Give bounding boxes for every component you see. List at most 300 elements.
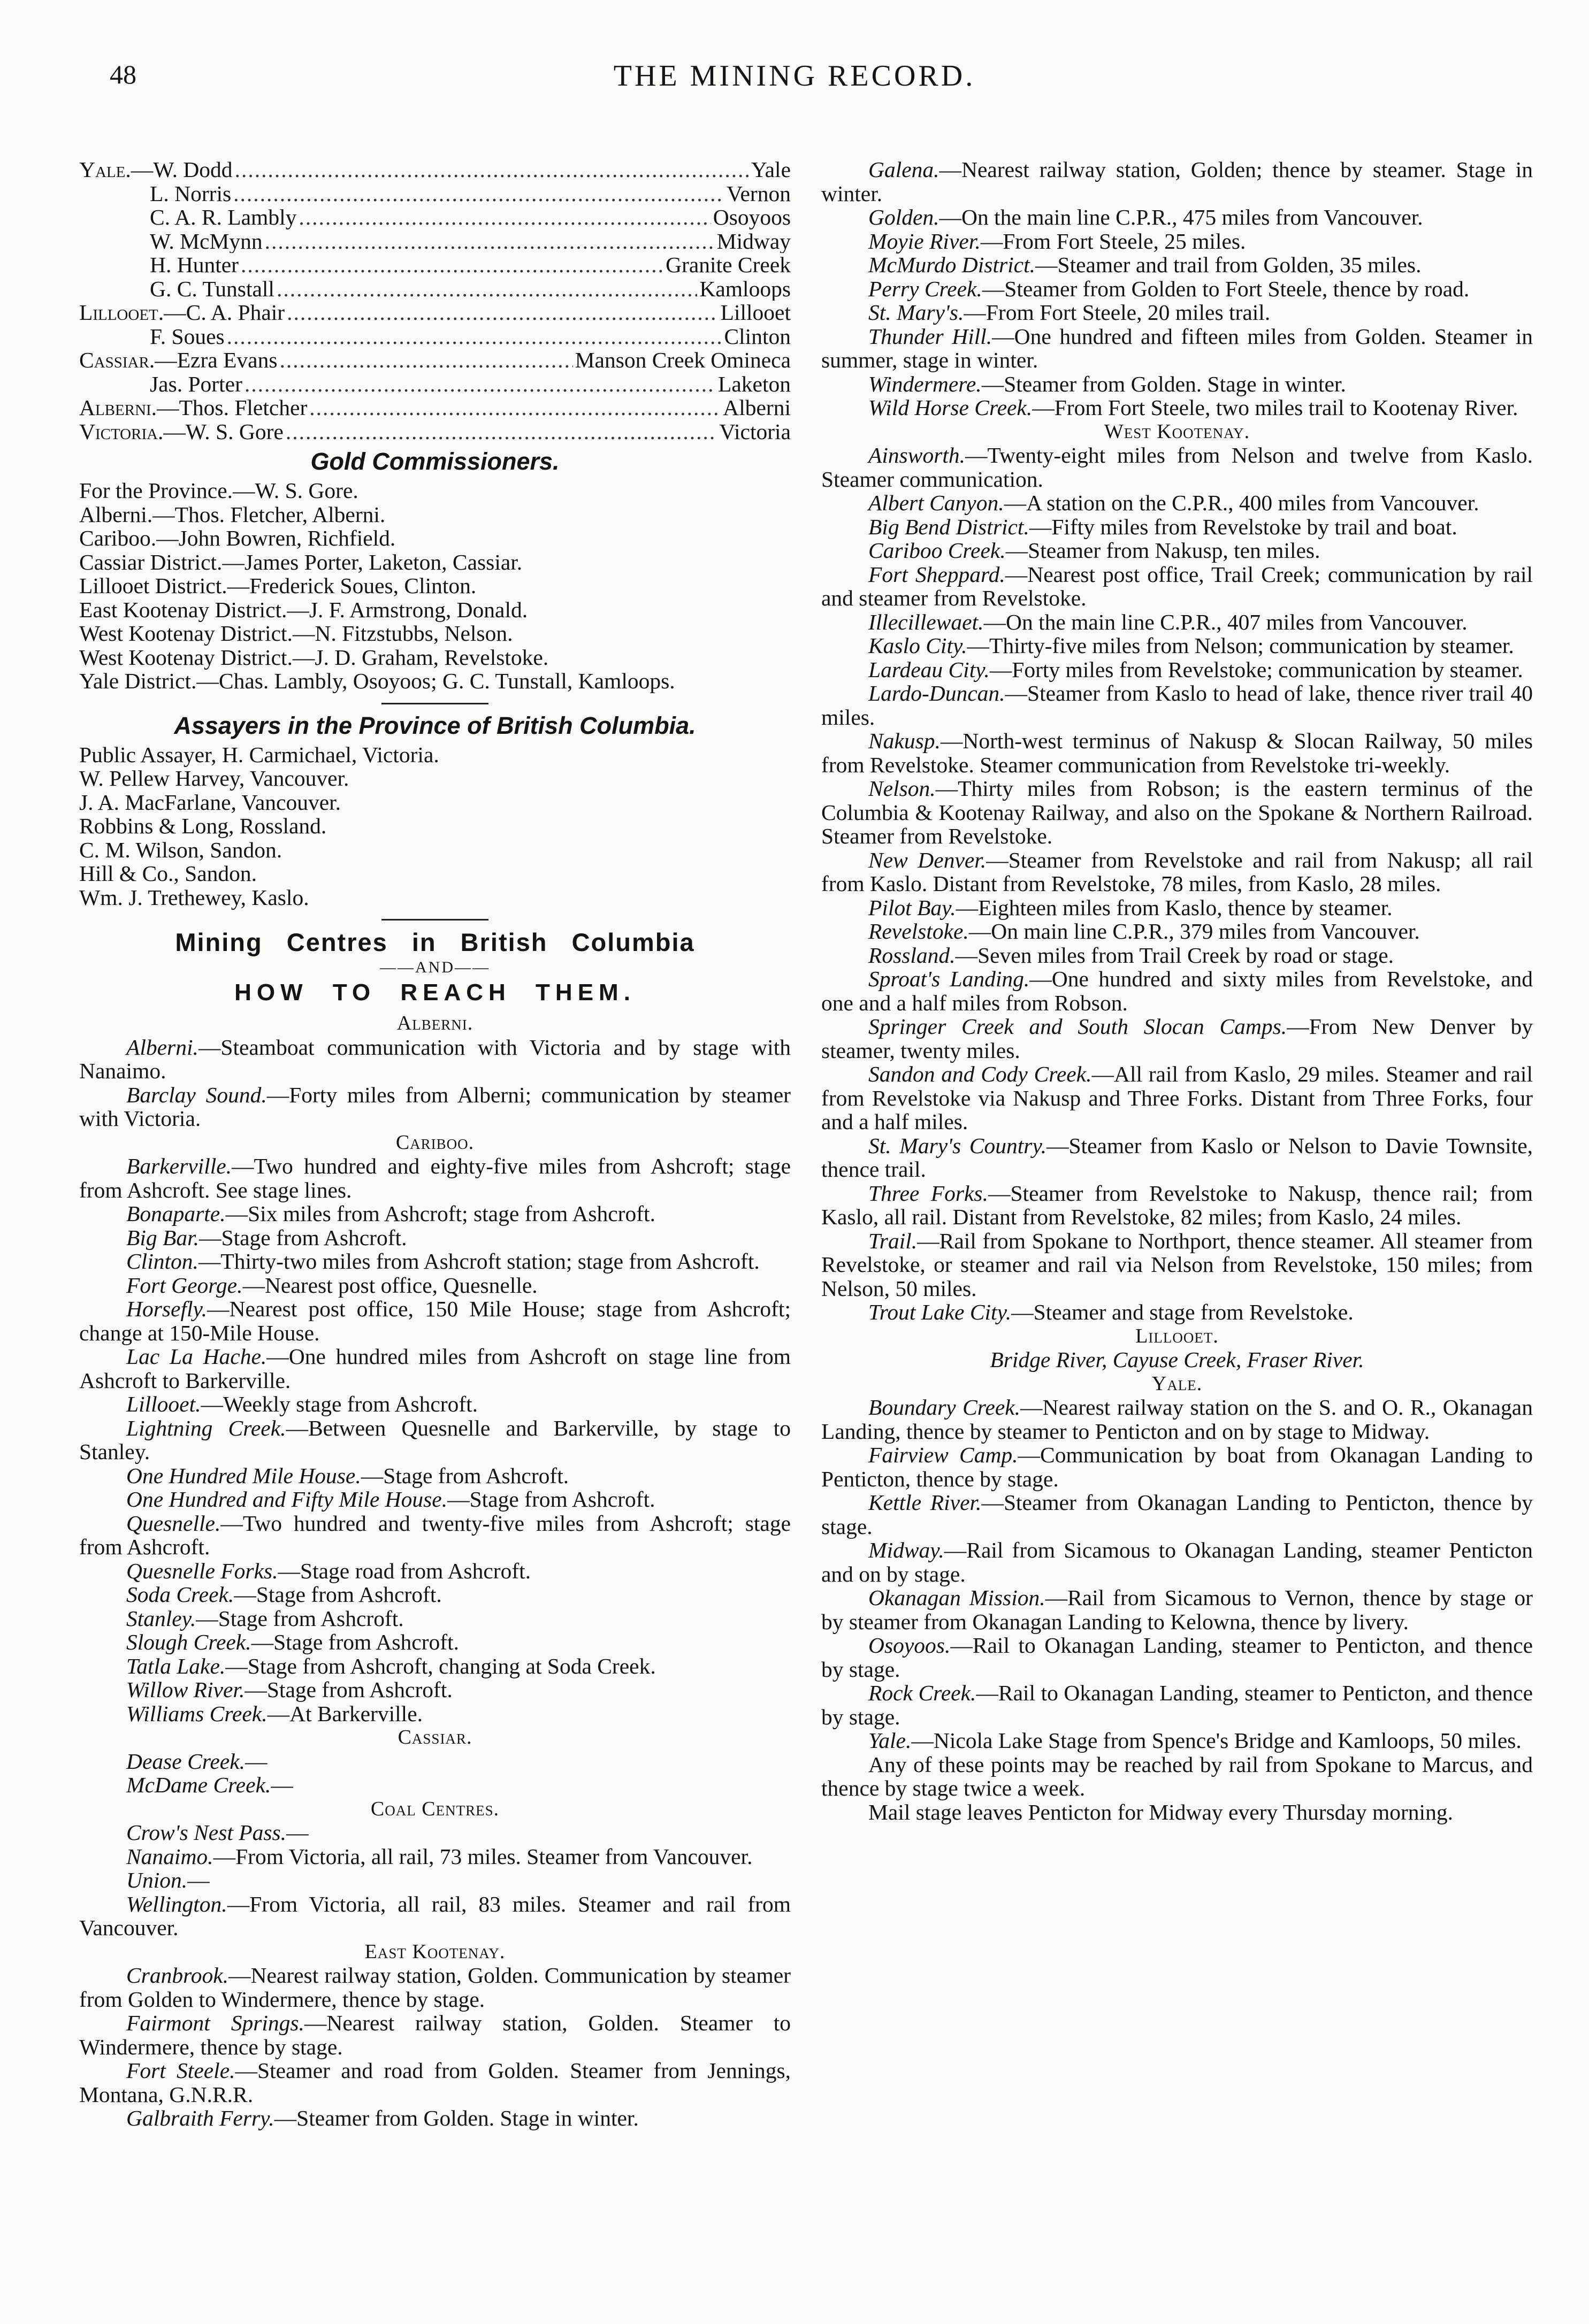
route-text: —A station on the C.P.R., 400 miles from Vancouver. [1004,490,1479,515]
route-place: Lac La Hache. [126,1344,267,1369]
route-text: —Rail from Sicamous to Vernon, thence by stage or by steamer from Okanagan Landing to Kelowna, thence by livery. [821,1585,1533,1634]
route-entry [79,1654,791,1678]
route-place: Golden. [868,205,939,229]
route-text: —All rail from Kaslo, 29 miles. Steamer and rail from Revelstoke via Nakusp and Three Forks. Distant from Three Forks, four and a half miles. [821,1062,1533,1134]
route-place: Galena. [868,157,939,182]
route-place: Perry Creek. [868,276,982,301]
publication-title: THE MINING RECORD. [613,59,976,93]
recorder-row [79,396,791,420]
dot-leader [265,229,715,254]
route-text: —From Victoria, all rail, 83 miles. Steamer and rail from Vancouver. [79,1891,791,1940]
recorder-place: Lillooet [720,301,791,325]
route-place: Thunder Hill. [868,324,992,349]
route-entry [821,1491,1533,1538]
route-entry [821,158,1533,205]
route-place: Pilot Bay. [868,895,956,920]
right-route-sections [821,158,1533,1753]
recorder-place: Midway [716,229,791,253]
section-divider [381,919,488,921]
route-entry [821,277,1533,301]
route-text: —One hundred and fifteen miles from Golden. Steamer in summer, stage in winter. [821,324,1533,372]
route-text: —On the main line C.P.R., 475 miles from Vancouver. [939,205,1423,229]
assayer-line: Hill & Co., Sandon. [79,861,257,886]
route-entry [821,729,1533,777]
route-entry [821,491,1533,515]
route-entry [821,1300,1533,1324]
route-text: —Nearest railway station, Golden. Steamer to Windermere, thence by stage. [79,2011,791,2059]
route-text: —Between Quesnelle and Barkerville, by stage to Stanley. [79,1415,791,1464]
recorder-row [79,277,791,301]
recorder-place: Vernon [727,181,791,205]
route-place: Horsefly. [126,1297,208,1321]
dot-leader [227,325,722,349]
route-place: Dease Creek. [126,1748,246,1774]
route-entry [821,301,1533,325]
route-place: Albert Canyon. [868,490,1004,515]
assayer-line: W. Pellew Harvey, Vancouver. [79,766,349,791]
route-text: —Nearest railway station on the S. and O. R., Okanagan Landing, thence by steamer to Penticton and on by stage to Midway. [821,1395,1533,1444]
route-place: Kettle River. [868,1490,982,1515]
route-entry [79,1487,791,1512]
assayers-heading: Assayers in the Province of British Columbia. [174,711,696,739]
route-place: Okanagan Mission. [868,1585,1045,1610]
recorder-name: —W. S. Gore [163,419,284,443]
route-place: St. Mary's Country. [868,1133,1046,1158]
route-text: —Nearest railway station, Golden; thence by steamer. Stage in winter. [821,157,1533,206]
route-text: — [271,1773,293,1797]
recorder-place: Alberni [723,396,791,420]
route-entry [79,1630,791,1654]
section-divider [381,703,488,704]
recorder-place: Clinton [724,324,791,348]
route-place: Fort George. [126,1272,243,1298]
route-place: Trail. [868,1228,918,1253]
recorder-name: C. A. R. Lambly [150,205,297,229]
route-text: —Nearest post office, Trail Creek; communication by rail and steamer from Revelstoke. [821,562,1533,610]
route-entry [821,1395,1533,1443]
route-place: Williams Creek. [126,1701,268,1726]
recorder-name: W. McMynn [150,229,263,253]
recorder-place: Yale [751,158,791,182]
route-entry [821,944,1533,968]
recorder-district: Victoria. [79,419,164,443]
route-text: —Stage from Ashcroft. [196,1606,404,1631]
mining-recorders-list [79,158,791,443]
left-route-sections [79,1011,791,2130]
route-text: —On main line C.P.R., 379 miles from Vancouver. [968,919,1420,944]
recorder-row [79,301,791,325]
route-place: Windermere. [868,371,982,396]
route-place: One Hundred Mile House. [126,1463,361,1488]
dot-leader [280,348,573,372]
route-place: Yale. [868,1728,912,1753]
route-text: —From Fort Steele, 25 miles. [980,228,1246,254]
region-heading: Alberni. [396,1012,473,1034]
route-text: —Steamer and road from Golden. Steamer from Jennings, Montana, G.N.R.R. [79,2058,791,2107]
route-text: —Stage from Ashcroft. [245,1677,453,1702]
recorder-name: Jas. Porter [150,372,242,396]
commissioner-line: West Kootenay District.—N. Fitzstubbs, Nelson. [79,621,513,646]
route-text: —Nearest post office, Quesnelle. [242,1272,538,1298]
route-entry [79,1559,791,1583]
commissioner-line: Yale District.—Chas. Lambly, Osoyoos; G. C. Tunstall, Kamloops. [79,669,675,693]
dot-leader [277,277,697,301]
route-entry [821,1633,1533,1681]
route-text: —Twenty-eight miles from Nelson and twelve from Kaslo. Steamer communication. [821,443,1533,492]
left-column [79,158,791,2130]
closing-note: Any of these points may be reached by rail from Spokane to Marcus, and thence by stage twice a week. [821,1752,1533,1800]
recorder-name: F. Soues [150,324,225,348]
route-place: Willow River. [126,1677,245,1702]
commissioner-line: Lillooet District.—Frederick Soues, Clinton. [79,573,477,598]
region-heading: Cassiar. [398,1726,472,1748]
route-text: —At Barkerville. [267,1701,423,1726]
closing-notes [821,1753,1533,1824]
recorder-name: L. Norris [150,181,232,205]
and-separator: ——AND—— [380,958,490,976]
route-entry [821,658,1533,682]
route-text: — [286,1820,309,1845]
route-text: —North-west terminus of Nakusp & Slocan Railway, 50 miles from Revelstoke. Steamer communication from Revelstoke tri-weekly. [821,728,1533,777]
recorder-row [79,229,791,254]
route-entry [79,1702,791,1726]
route-place: Cranbrook. [126,1963,228,1988]
route-place: Fairmont Springs. [126,2011,304,2035]
route-entry [821,777,1533,848]
recorder-name: —Ezra Evans [155,348,278,372]
route-entry [79,1607,791,1631]
route-entry [821,325,1533,372]
route-entry [821,1229,1533,1301]
route-text: —Stage from Ashcroft. [234,1582,442,1607]
route-entry [821,515,1533,539]
dot-leader [245,372,716,396]
route-place: Galbraith Ferry. [126,2106,274,2130]
route-place: Clinton. [126,1249,198,1274]
route-entry [821,610,1533,634]
route-text: —Steamer and stage from Revelstoke. [1011,1300,1354,1324]
route-place: St. Mary's. [868,300,964,325]
recorder-row [79,372,791,396]
route-entry [79,1868,791,1892]
route-text: — [187,1868,210,1892]
route-place: New Denver. [868,847,987,872]
route-entry [821,372,1533,396]
route-place: Lardeau City. [868,657,990,682]
route-entry [821,1015,1533,1062]
route-place: Lillooet. [126,1392,201,1416]
route-entry [79,1512,791,1559]
route-text: —Rail from Spokane to Northport, thence steamer. All steamer from Revelstoke, or steamer and rail via Nelson from Revelstoke, 150 miles; from Nelson, 50 miles. [821,1228,1533,1301]
route-text: —Steamer from Okanagan Landing to Penticton, thence by stage. [821,1490,1533,1539]
page-header [80,56,1509,104]
route-place: Sproat's Landing. [868,967,1030,991]
region-subtitle: Bridge River, Cayuse Creek, Fraser River. [990,1347,1364,1372]
route-text: —Rail from Sicamous to Okanagan Landing, steamer Penticton and on by stage. [821,1538,1533,1586]
region-heading: Yale. [1151,1372,1203,1395]
route-text: —From Fort Steele, 20 miles trail. [964,300,1271,325]
route-place: Kaslo City. [868,633,967,658]
mining-centres-heading: Mining Centres in British Columbia [175,928,695,956]
route-entry [821,396,1533,420]
route-place: Wellington. [126,1891,227,1916]
route-place: Soda Creek. [126,1582,234,1607]
assayer-line: C. M. Wilson, Sandon. [79,837,282,862]
route-text: —Nearest railway station, Golden. Communication by steamer from Golden to Windermere, thence by stage. [79,1963,791,2012]
route-entry [821,1443,1533,1491]
recorder-row [79,348,791,372]
route-text: —From Victoria, all rail, 73 miles. Steamer from Vancouver. [213,1844,753,1869]
recorder-name: —W. Dodd [131,158,233,182]
route-text: —Thirty-five miles from Nelson; communication by steamer. [967,633,1514,658]
route-entry [821,205,1533,229]
route-text: —Stage road from Ashcroft. [278,1558,531,1583]
route-entry [79,1773,791,1797]
route-place: Trout Lake City. [868,1300,1012,1324]
region-heading: Coal Centres. [370,1797,500,1820]
route-place: Nakusp. [868,728,941,753]
route-text: —Steamer and trail from Golden, 35 miles. [1035,252,1422,277]
route-entry [79,1416,791,1464]
route-place: Quesnelle. [126,1510,221,1536]
route-text: — [245,1748,268,1774]
page-number: 48 [110,59,136,89]
route-place: Springer Creek and South Slocan Camps. [868,1014,1287,1039]
route-text: —Nicola Lake Stage from Spence's Bridge and Kamloops, 50 miles. [911,1728,1522,1753]
route-entry [821,1681,1533,1729]
right-column [821,158,1533,1824]
route-place: McMurdo District. [868,252,1035,277]
route-entry [79,1274,791,1298]
assayer-line: Robbins & Long, Rossland. [79,814,327,838]
route-place: Nanaimo. [126,1844,213,1869]
route-text: —Forty miles from Revelstoke; communication by steamer. [989,657,1523,682]
recorder-row [79,182,791,206]
route-text: —On the main line C.P.R., 407 miles from Vancouver. [983,609,1468,634]
route-place: McDame Creek. [126,1773,271,1797]
route-place: Fairview Camp. [868,1443,1018,1467]
assayers-list [79,743,791,910]
route-place: Union. [126,1868,188,1892]
route-entry [79,2011,791,2059]
route-text: —Steamer from Golden. Stage in winter. [274,2106,639,2130]
route-text: —Seven miles from Trail Creek by road or stage. [955,942,1394,968]
closing-note: Mail stage leaves Penticton for Midway every Thursday morning. [868,1799,1453,1824]
route-entry [821,1134,1533,1182]
route-place: Tatla Lake. [126,1653,226,1678]
gold-commissioners-list [79,479,791,693]
route-place: Ainsworth. [868,443,966,467]
route-text: —Two hundred and eighty-five miles from Ashcroft; stage from Ashcroft. See stage lines. [79,1154,791,1202]
recorder-row [79,420,791,444]
how-to-reach-heading: HOW TO REACH THEM. [234,979,636,1006]
route-text: —Steamer from Golden to Fort Steele, thence by road. [982,276,1470,301]
route-place: Moyie River. [868,228,981,254]
route-place: Nelson. [868,776,936,801]
route-place: Big Bend District. [868,514,1029,539]
route-entry [821,1062,1533,1134]
route-place: Crow's Nest Pass. [126,1820,287,1845]
gold-commissioners-heading: Gold Commissioners. [310,448,560,475]
commissioner-line: Cariboo.—John Bowren, Richfield. [79,526,396,550]
recorder-place: Kamloops [699,277,791,301]
route-text: —Rail to Okanagan Landing, steamer to Penticton, and thence by stage. [821,1633,1533,1682]
route-entry [79,1845,791,1869]
route-place: Quesnelle Forks. [126,1558,278,1583]
route-text: —Steamer from Kaslo or Nelson to Davie Townsite, thence trail. [821,1133,1533,1182]
recorder-name: —C. A. Phair [164,301,285,325]
dot-leader [309,396,721,420]
recorder-district: Cassiar. [79,348,155,372]
route-entry [79,1678,791,1702]
route-entry [821,229,1533,254]
route-text: —One hundred miles from Ashcroft on stage line from Ashcroft to Barkerville. [79,1344,791,1393]
commissioner-line: West Kootenay District.—J. D. Graham, Revelstoke. [79,645,549,670]
route-entry [79,1249,791,1274]
route-entry [79,1345,791,1392]
route-text: —Steamer from Revelstoke and rail from Nakusp; all rail from Kaslo. Distant from Revelstoke, 78 miles, from Kaslo, 28 miles. [821,847,1533,896]
route-text: —Steamboat communication with Victoria and by stage with Nanaimo. [79,1034,791,1083]
route-place: Bonaparte. [126,1201,226,1226]
route-text: —From New Denver by steamer, twenty miles. [821,1014,1533,1063]
route-place: Big Bar. [126,1225,200,1250]
route-entry [79,1297,791,1345]
recorder-place: Granite Creek [666,253,791,277]
route-entry [821,967,1533,1015]
route-place: Illecillewaet. [868,609,984,634]
recorder-place: Laketon [718,372,791,396]
route-text: —Steamer from Nakusp, ten miles. [1005,538,1320,563]
route-text: —Stage from Ashcroft. [251,1630,460,1654]
route-entry [821,919,1533,944]
route-entry [79,1226,791,1250]
route-entry [821,848,1533,896]
route-entry [79,1583,791,1607]
route-text: —Stage from Ashcroft. [199,1225,407,1250]
route-entry [79,2106,791,2130]
route-entry [79,1963,791,2011]
route-place: Osoyoos. [868,1633,951,1658]
recorder-district: Yale. [79,158,131,182]
route-entry [79,1892,791,1940]
assayer-line: Public Assayer, H. Carmichael, Victoria. [79,742,439,767]
route-place: One Hundred and Fifty Mile House. [126,1487,448,1512]
region-heading: West Kootenay. [1104,420,1250,443]
recorder-name: G. C. Tunstall [150,277,274,301]
route-entry [821,539,1533,563]
route-place: Lardo-Duncan. [868,681,1005,705]
route-text: —Six miles from Ashcroft; stage from Ashcroft. [225,1201,655,1226]
recorder-name: H. Hunter [150,253,239,277]
commissioner-line: Cassiar District.—James Porter, Laketon, Cassiar. [79,549,523,574]
route-entry [79,1750,791,1774]
dot-leader [233,182,724,206]
commissioner-line: East Kootenay District.—J. F. Armstrong, Donald. [79,597,528,622]
route-text: —Steamer from Golden. Stage in winter. [981,371,1346,396]
route-entry [79,1821,791,1845]
route-text: —Communication by boat from Okanagan Landing to Penticton, thence by stage. [821,1443,1533,1491]
route-text: —Forty miles from Alberni; communication by steamer with Victoria. [79,1082,791,1131]
route-place: Fort Steele. [126,2058,235,2083]
commissioner-line: For the Province.—W. S. Gore. [79,478,358,503]
route-text: —Stage from Ashcroft, changing at Soda Creek. [225,1653,656,1678]
route-entry [79,1392,791,1416]
route-place: Midway. [868,1538,944,1562]
route-entry [79,1083,791,1131]
recorder-row [79,253,791,277]
route-text: —From Fort Steele, two miles trail to Kootenay River. [1032,395,1518,420]
route-entry [821,1586,1533,1633]
recorder-row [79,158,791,182]
route-entry [821,1538,1533,1586]
recorder-district: Lillooet. [79,301,164,325]
dot-leader [286,420,717,444]
route-text: —One hundred and sixty miles from Revelstoke, and one and a half miles from Robson. [821,967,1533,1015]
route-place: Boundary Creek. [868,1395,1021,1420]
recorder-name: —Thos. Fletcher [157,396,308,420]
dot-leader [241,253,663,277]
route-entry [79,1154,791,1202]
route-place: Alberni. [126,1034,198,1060]
assayer-line: J. A. MacFarlane, Vancouver. [79,789,341,815]
dot-leader [235,158,749,182]
region-heading: Cariboo. [395,1131,475,1154]
route-entry [79,1036,791,1083]
route-text: —Weekly stage from Ashcroft. [201,1392,478,1416]
route-text: —Thirty-two miles from Ashcroft station; stage from Ashcroft. [198,1249,760,1274]
route-place: Rock Creek. [868,1681,976,1705]
recorder-place: Osoyoos [713,205,791,229]
route-text: —Rail to Okanagan Landing, steamer to Penticton, and thence by stage. [821,1681,1533,1729]
route-entry [821,1182,1533,1229]
route-place: Cariboo Creek. [868,538,1006,563]
route-text: —Fifty miles from Revelstoke by trail and boat. [1029,514,1457,539]
route-place: Stanley. [126,1606,196,1631]
assayer-line: Wm. J. Trethewey, Kaslo. [79,885,309,910]
route-place: Revelstoke. [868,919,969,944]
route-place: Barclay Sound. [126,1082,267,1107]
region-heading: East Kootenay. [364,1940,506,1963]
route-entry [821,634,1533,658]
route-place: Lightning Creek. [126,1415,286,1440]
route-place: Rossland. [868,942,956,968]
dot-leader [287,301,719,325]
route-text: —Steamer from Kaslo to head of lake, thence river trail 40 miles. [821,681,1533,730]
route-place: Wild Horse Creek. [868,395,1033,420]
recorder-row [79,325,791,349]
route-place: Three Forks. [868,1180,988,1206]
route-entry [79,1464,791,1488]
recorder-district: Alberni. [79,396,157,420]
recorder-place: Manson Creek Omineca [575,348,791,372]
route-place: Slough Creek. [126,1630,251,1654]
route-text: —Stage from Ashcroft. [361,1463,569,1488]
route-text: —Nearest post office, 150 Mile House; stage from Ashcroft; change at 150-Mile House. [79,1297,791,1345]
route-text: —Steamer from Revelstoke to Nakusp, thence rail; from Kaslo, all rail. Distant from Revelstoke, 82 miles; from Kaslo, 24 miles. [821,1180,1533,1229]
route-place: Barkerville. [126,1154,232,1178]
route-text: —Eighteen miles from Kaslo, thence by steamer. [956,895,1393,920]
route-text: —Stage from Ashcroft. [447,1487,655,1512]
route-place: Fort Sheppard. [868,562,1005,587]
route-text: —Two hundred and twenty-five miles from Ashcroft; stage from Ashcroft. [79,1510,791,1559]
route-place: Sandon and Cody Creek. [868,1062,1092,1086]
route-entry [821,253,1533,277]
route-entry [821,443,1533,491]
route-entry [821,563,1533,610]
recorder-row [79,205,791,229]
route-entry [79,2059,791,2106]
route-entry [821,681,1533,729]
